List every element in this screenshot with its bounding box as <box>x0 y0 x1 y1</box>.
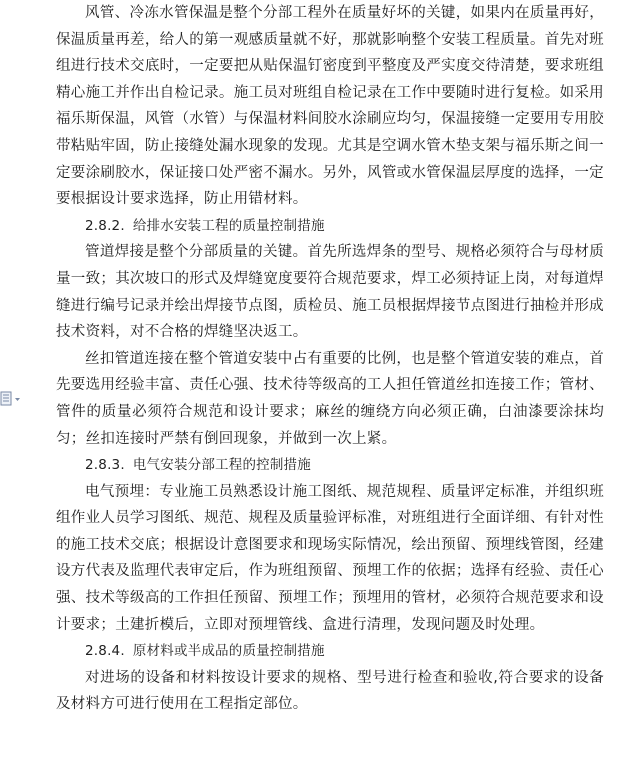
paragraph-threaded-pipe: 丝扣管道连接在整个管道安装中占有重要的比例，也是整个管道安装的难点，首先要选用经验丰富、责任心强、技术待等级高的工人担任管道丝扣连接工作；管材、管件的质量必须符合规范和设计要求；麻丝的缠绕方向必须正确，白油漆要涂抹均匀；丝扣连接时严禁有倒回现象，并做到一次上紧。 <box>56 350 604 447</box>
paragraph-materials: 对进场的设备和材料按设计要求的规格、型号进行检查和验收,符合要求的设备及材料方可进行使用在工程指定部位。 <box>56 669 604 713</box>
paragraph-marker[interactable] <box>0 391 22 407</box>
section-number: 2.8.4. <box>85 643 125 660</box>
document-dropdown-icon[interactable] <box>0 391 22 407</box>
section-heading-2-8-3 <box>56 452 604 479</box>
section-title: 电气安装分部工程的控制措施 <box>132 457 311 474</box>
paragraph-electrical-embedding: 电气预埋：专业施工员熟悉设计施工图纸、规范规程、质量评定标准，并组织班组作业人员学习图纸、规范、规程及质量验评标准，对班组进行全面详细、有针对性的施工技术交底；根据设计意图要求和现场实际情况，绘出预留、预埋线管图，经建设方代表及监理代表审定后，作为班组预留、预埋工作的依据；选择有经验、责任心强、技术等级高的工作担任预留、预埋工作；预埋用的管材，必须符合规范要求和设计要求；土建折模后，立即对预埋管线、盒进行清理，发现问题及时处理。 <box>56 483 604 633</box>
section-title: 给排水安装工程的质量控制措施 <box>132 217 325 234</box>
section-title: 原材料或半成品的质量控制措施 <box>132 643 325 660</box>
document-body <box>56 0 604 718</box>
paragraph-welding: 管道焊接是整个分部质量的关键。首先所选焊条的型号、规格必须符合与母材质量一致；其次坡口的形式及焊缝宽度要符合规范要求，焊工必须持证上岗，对每道焊缝进行编号记录并绘出焊接节点图，质检员、施工员根据焊接节点图进行抽检并形成技术资料，对不合格的焊缝坚决返工。 <box>56 244 604 341</box>
section-number: 2.8.3. <box>85 457 125 474</box>
paragraph-insulation: 风管、冷冻水管保温是整个分部工程外在质量好坏的关键，如果内在质量再好，保温质量再差，给人的第一观感质量就不好，那就影响整个安装工程质量。首先对班组进行技术交底时，一定要把从贴保温钉密度到平整度及严实度交待清楚，要求班组精心施工并作出自检记录。施工员对班组自检记录在工作中要随时进行复检。如采用福乐斯保温，风管（水管）与保温材料间胶水涂刷应均匀，保温接缝一定要用专用胶带粘贴牢固，防止接缝处漏水现象的发现。尤其是空调水管木垫支架与福乐斯之间一定要涂刷胶水，保证接口处严密不漏水。另外，风管或水管保温层厚度的选择，一定要根据设计要求选择，防止用错材料。 <box>56 5 604 208</box>
section-number: 2.8.2. <box>85 217 125 234</box>
section-heading-2-8-4 <box>56 638 604 665</box>
section-heading-2-8-2 <box>56 213 604 240</box>
